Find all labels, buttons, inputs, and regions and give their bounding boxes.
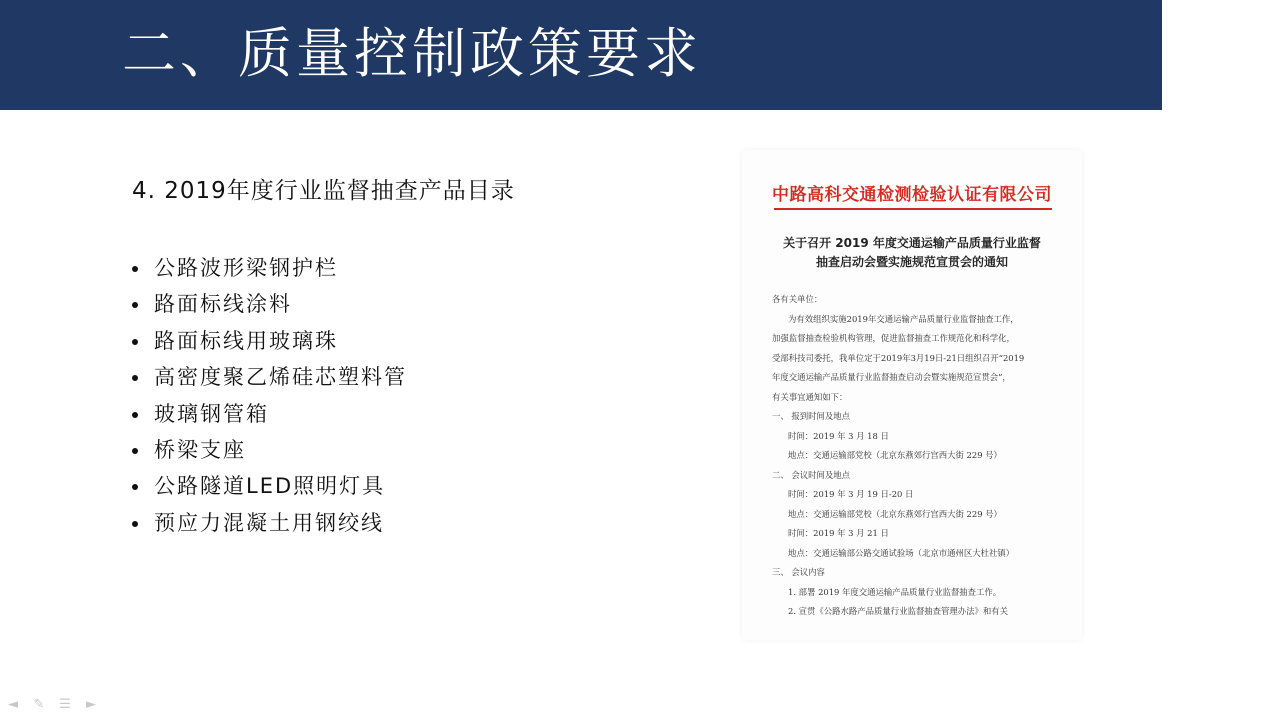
bullet-icon [132,448,138,454]
slideshow-controls [4,698,100,714]
document-company-name: 中路高科交通检测检验认证有限公司 [772,185,1052,205]
document-line: 受部科技司委托，我单位定于2019年3月19日-21日组织召开“2019 [772,352,1025,363]
list-item [132,396,407,432]
title-banner [0,0,1162,110]
document-line: 时间：2019 年 3 月 18 日 [788,430,889,441]
bullet-icon [132,412,138,418]
document-heading [742,234,1082,272]
list-item-label: 公路波形梁钢护栏 [154,256,338,280]
bullet-icon [132,302,138,308]
list-item [132,286,407,322]
bullet-icon [132,375,138,381]
list-item [132,323,407,359]
document-heading-line: 关于召开 2019 年度交通运输产品质量行业监督 [783,236,1041,250]
list-item-label: 公路隧道LED照明灯具 [154,474,386,499]
list-item-label: 路面标线用玻璃珠 [154,328,338,353]
list-item [132,468,407,504]
document-line: 年度交通运输产品质量行业监督抽查启动会暨实施规范宣贯会”， [772,372,1011,382]
product-list [132,250,407,541]
next-arrow-icon[interactable]: ► [86,697,96,712]
list-item-label: 玻璃钢管箱 [154,401,269,426]
document-line: 地点：交通运输部党校（北京东燕郊行宫西大街 229 号） [788,508,1002,519]
document-line: 时间：2019 年 3 月 21 日 [788,528,889,538]
document-body [772,290,1058,622]
list-item [132,505,407,541]
document-line: 有关事宜通知如下： [772,391,848,402]
bullet-icon [132,266,138,272]
document-heading-line: 抽查启动会暨实施规范宣贯会的通知 [815,255,1008,269]
notice-document-image [742,150,1082,640]
document-line: 为有效组织实施2019年交通运输产品质量行业监督抽查工作， [788,313,1019,324]
document-red-divider [774,208,1052,210]
list-item [132,359,407,395]
list-item-label: 预应力混凝土用钢绞线 [154,510,384,535]
document-line: 各有关单位： [772,294,823,304]
list-item-label: 桥梁支座 [154,437,246,462]
document-line: 2. 宣贯《公路水路产品质量行业监督抽查管理办法》和有关 [788,606,1009,616]
slide-title: 二、质量控制政策要求 [122,22,702,85]
list-item-label: 高密度聚乙烯硅芯塑料管 [154,365,407,390]
document-line: 时间：2019 年 3 月 19 日-20 日 [788,489,914,499]
document-line: 二、 会议时间及地点 [772,469,851,480]
bullet-icon [132,521,138,527]
section-heading: 4. 2019年度行业监督抽查产品目录 [132,178,515,204]
prev-arrow-icon[interactable]: ◄ [8,697,18,712]
document-line: 一、 报到时间及地点 [772,411,851,421]
bullet-icon [132,339,138,345]
menu-icon[interactable]: ☰ [59,697,71,712]
bullet-icon [132,484,138,490]
document-line: 1. 部署 2019 年度交通运输产品质量行业监督抽查工作。 [788,586,1002,597]
list-item [132,432,407,468]
list-item-label: 路面标线涂料 [154,292,292,317]
list-item [132,250,407,286]
document-line: 地点：交通运输部公路交通试验场（北京市通州区大杜社镇） [788,547,1015,558]
pen-icon[interactable]: ✎ [33,697,45,712]
document-line: 地点：交通运输部党校（北京东燕郊行宫西大街 229 号） [788,450,1002,460]
document-line: 加强监督抽查检验机构管理，促进监督抽查工作规范化和科学化， [772,333,1015,343]
document-line: 三、 会议内容 [772,567,825,577]
